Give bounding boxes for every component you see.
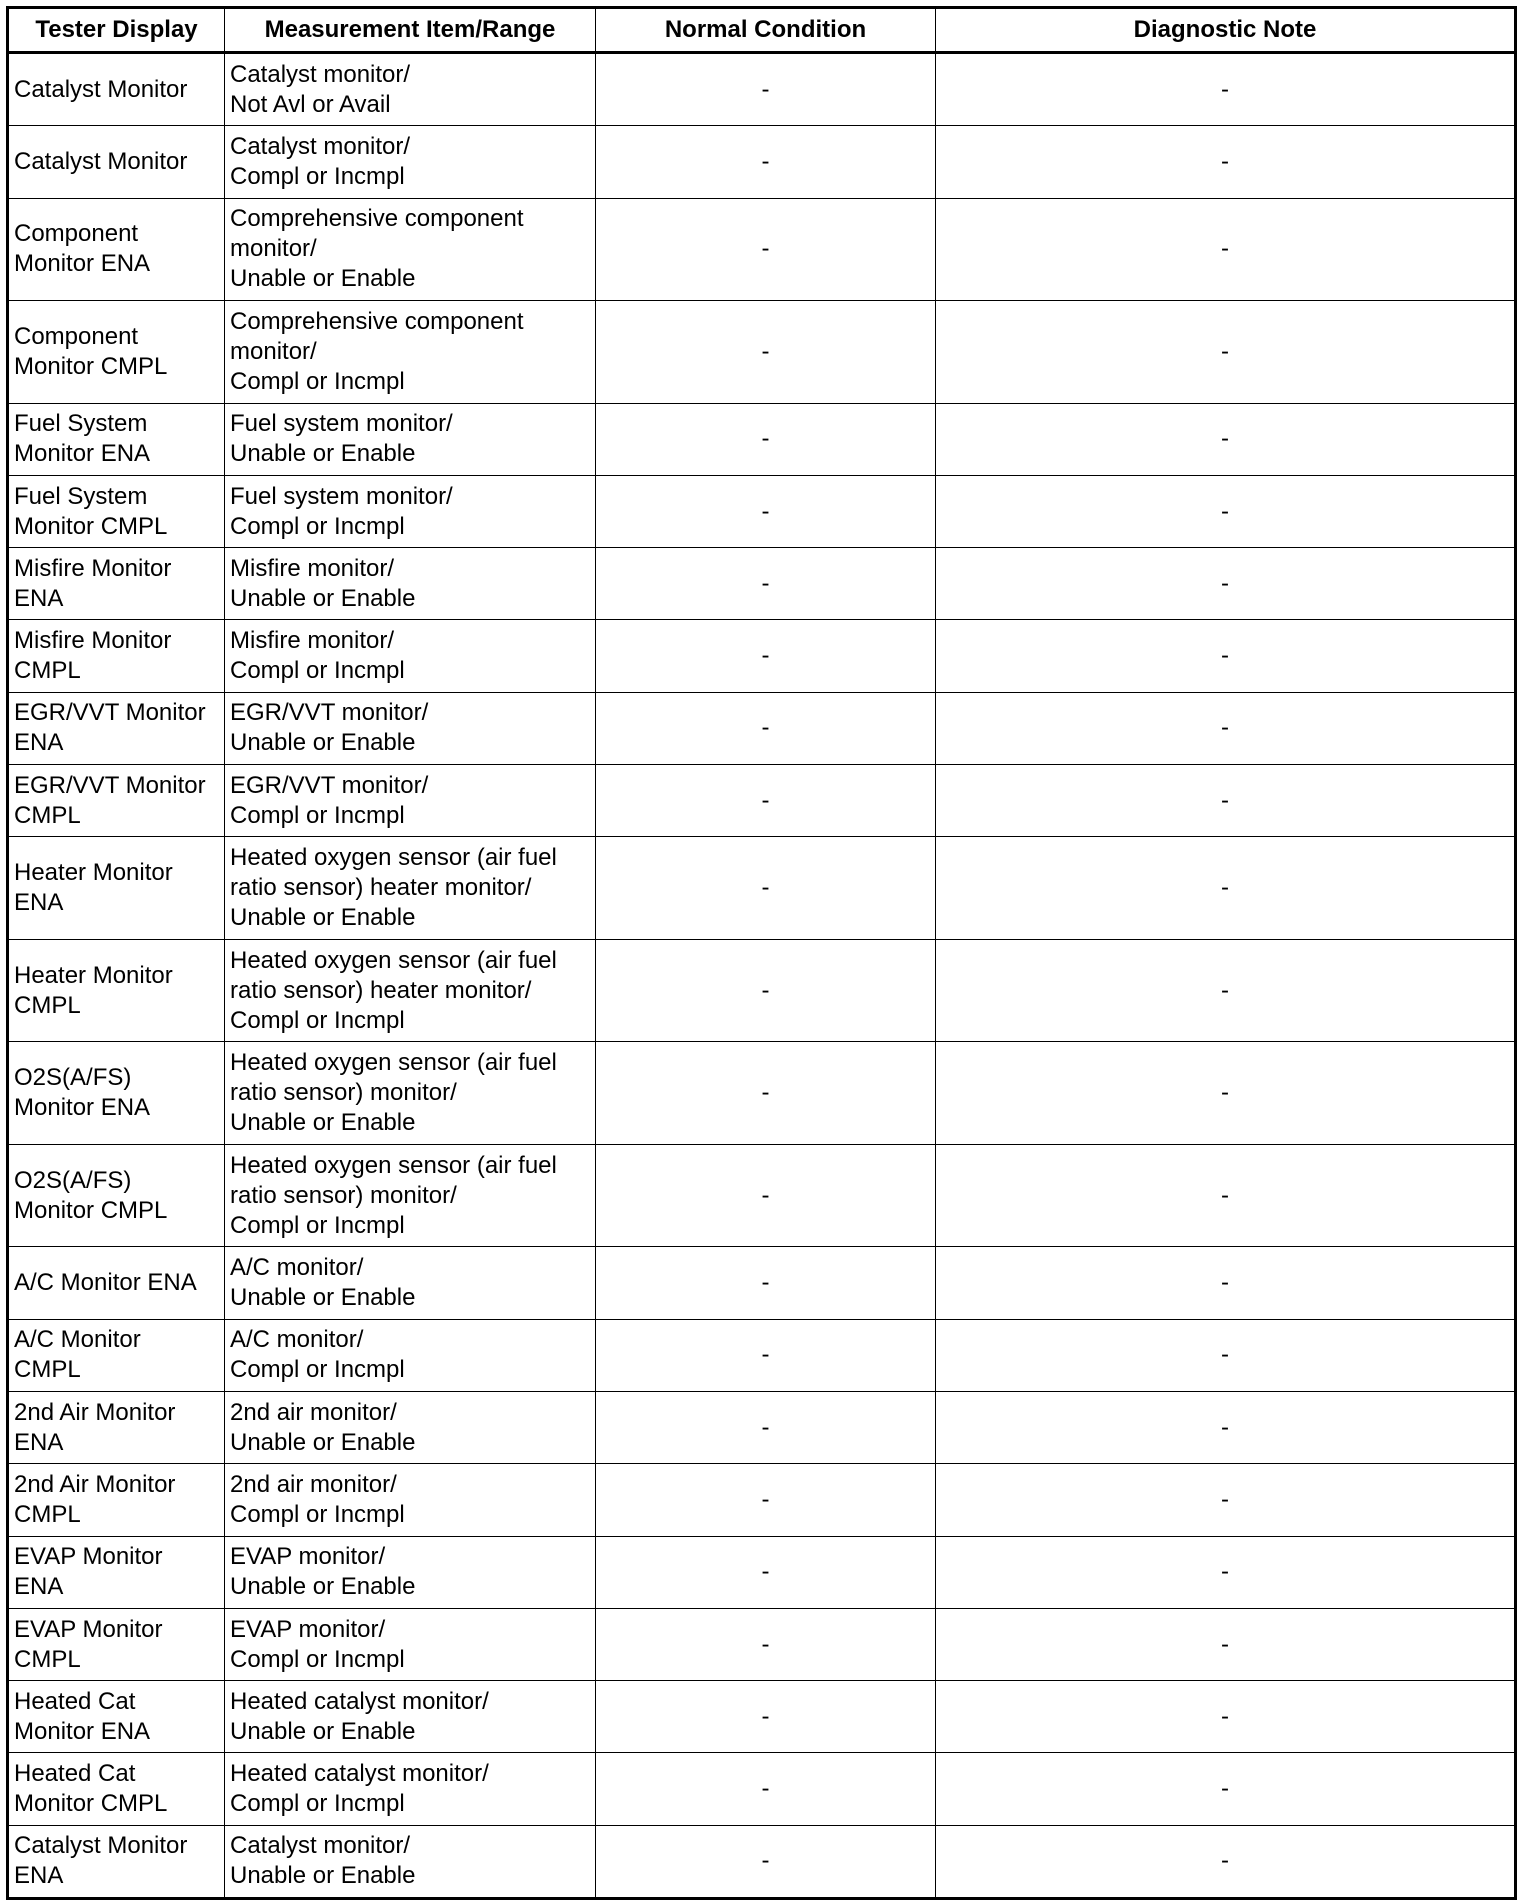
cell-diagnostic-note: - <box>936 198 1516 301</box>
cell-normal-condition: - <box>596 939 936 1042</box>
header-tester-display: Tester Display <box>8 8 225 53</box>
monitor-data-table <box>6 6 1517 1900</box>
cell-tester-display: A/C Monitor CMPL <box>8 1319 225 1391</box>
cell-measurement-item: A/C monitor/ Unable or Enable <box>225 1247 596 1319</box>
cell-tester-display: 2nd Air Monitor CMPL <box>8 1464 225 1536</box>
cell-tester-display: EVAP Monitor CMPL <box>8 1608 225 1680</box>
cell-diagnostic-note: - <box>936 1464 1516 1536</box>
cell-tester-display: EVAP Monitor ENA <box>8 1536 225 1608</box>
cell-tester-display: O2S(A/FS) Monitor CMPL <box>8 1144 225 1247</box>
cell-normal-condition: - <box>596 1319 936 1391</box>
header-diagnostic-note: Diagnostic Note <box>936 8 1516 53</box>
cell-normal-condition: - <box>596 53 936 126</box>
cell-tester-display: EGR/VVT Monitor CMPL <box>8 765 225 837</box>
cell-tester-display: Catalyst Monitor <box>8 53 225 126</box>
cell-tester-display: Component Monitor ENA <box>8 198 225 301</box>
cell-normal-condition: - <box>596 765 936 837</box>
cell-measurement-item: Heated oxygen sensor (air fuel ratio sensor) monitor/ Unable or Enable <box>225 1042 596 1145</box>
cell-diagnostic-note: - <box>936 1391 1516 1463</box>
table-row <box>8 939 1516 1042</box>
cell-normal-condition: - <box>596 1753 936 1825</box>
cell-diagnostic-note: - <box>936 1608 1516 1680</box>
cell-measurement-item: Catalyst monitor/ Compl or Incmpl <box>225 126 596 198</box>
cell-measurement-item: Misfire monitor/ Compl or Incmpl <box>225 620 596 692</box>
cell-tester-display: Catalyst Monitor <box>8 126 225 198</box>
table-row <box>8 1144 1516 1247</box>
cell-tester-display: O2S(A/FS) Monitor ENA <box>8 1042 225 1145</box>
table-row <box>8 301 1516 404</box>
cell-diagnostic-note: - <box>936 548 1516 620</box>
table-row <box>8 692 1516 764</box>
cell-diagnostic-note: - <box>936 1144 1516 1247</box>
table-row <box>8 475 1516 547</box>
cell-tester-display: Misfire Monitor ENA <box>8 548 225 620</box>
header-normal-condition: Normal Condition <box>596 8 936 53</box>
cell-diagnostic-note: - <box>936 1319 1516 1391</box>
cell-tester-display: Catalyst Monitor ENA <box>8 1825 225 1898</box>
cell-diagnostic-note: - <box>936 1753 1516 1825</box>
table-row <box>8 1464 1516 1536</box>
cell-tester-display: A/C Monitor ENA <box>8 1247 225 1319</box>
cell-measurement-item: Heated catalyst monitor/ Unable or Enable <box>225 1681 596 1753</box>
cell-diagnostic-note: - <box>936 939 1516 1042</box>
table-row <box>8 765 1516 837</box>
cell-diagnostic-note: - <box>936 53 1516 126</box>
cell-measurement-item: Misfire monitor/ Unable or Enable <box>225 548 596 620</box>
cell-diagnostic-note: - <box>936 475 1516 547</box>
cell-normal-condition: - <box>596 475 936 547</box>
cell-measurement-item: Heated oxygen sensor (air fuel ratio sensor) heater monitor/ Compl or Incmpl <box>225 939 596 1042</box>
cell-normal-condition: - <box>596 1144 936 1247</box>
header-measurement-item: Measurement Item/Range <box>225 8 596 53</box>
cell-diagnostic-note: - <box>936 1536 1516 1608</box>
table-row <box>8 837 1516 940</box>
cell-measurement-item: EVAP monitor/ Compl or Incmpl <box>225 1608 596 1680</box>
cell-measurement-item: Heated oxygen sensor (air fuel ratio sensor) heater monitor/ Unable or Enable <box>225 837 596 940</box>
table-row <box>8 1753 1516 1825</box>
cell-tester-display: Fuel System Monitor ENA <box>8 403 225 475</box>
table-row <box>8 1391 1516 1463</box>
cell-measurement-item: Comprehensive component monitor/ Unable or Enable <box>225 198 596 301</box>
cell-tester-display: Heated Cat Monitor CMPL <box>8 1753 225 1825</box>
cell-diagnostic-note: - <box>936 1681 1516 1753</box>
cell-normal-condition: - <box>596 301 936 404</box>
cell-tester-display: Heater Monitor ENA <box>8 837 225 940</box>
cell-tester-display: Misfire Monitor CMPL <box>8 620 225 692</box>
table-body <box>8 53 1516 1899</box>
table-row <box>8 1608 1516 1680</box>
cell-normal-condition: - <box>596 1042 936 1145</box>
cell-measurement-item: Heated oxygen sensor (air fuel ratio sensor) monitor/ Compl or Incmpl <box>225 1144 596 1247</box>
cell-tester-display: Heated Cat Monitor ENA <box>8 1681 225 1753</box>
cell-normal-condition: - <box>596 126 936 198</box>
table-row <box>8 1825 1516 1898</box>
cell-normal-condition: - <box>596 620 936 692</box>
cell-diagnostic-note: - <box>936 1247 1516 1319</box>
cell-measurement-item: 2nd air monitor/ Compl or Incmpl <box>225 1464 596 1536</box>
cell-measurement-item: Heated catalyst monitor/ Compl or Incmpl <box>225 1753 596 1825</box>
cell-diagnostic-note: - <box>936 692 1516 764</box>
cell-measurement-item: Catalyst monitor/ Unable or Enable <box>225 1825 596 1898</box>
cell-normal-condition: - <box>596 692 936 764</box>
cell-measurement-item: A/C monitor/ Compl or Incmpl <box>225 1319 596 1391</box>
cell-normal-condition: - <box>596 837 936 940</box>
table-row <box>8 53 1516 126</box>
table-row <box>8 198 1516 301</box>
table-row <box>8 1536 1516 1608</box>
cell-tester-display: Component Monitor CMPL <box>8 301 225 404</box>
cell-normal-condition: - <box>596 1608 936 1680</box>
cell-measurement-item: Catalyst monitor/ Not Avl or Avail <box>225 53 596 126</box>
cell-diagnostic-note: - <box>936 403 1516 475</box>
cell-normal-condition: - <box>596 1825 936 1898</box>
cell-normal-condition: - <box>596 548 936 620</box>
cell-measurement-item: Fuel system monitor/ Compl or Incmpl <box>225 475 596 547</box>
cell-tester-display: EGR/VVT Monitor ENA <box>8 692 225 764</box>
table-row <box>8 548 1516 620</box>
cell-measurement-item: EVAP monitor/ Unable or Enable <box>225 1536 596 1608</box>
cell-normal-condition: - <box>596 1536 936 1608</box>
cell-measurement-item: EGR/VVT monitor/ Compl or Incmpl <box>225 765 596 837</box>
cell-tester-display: Fuel System Monitor CMPL <box>8 475 225 547</box>
cell-normal-condition: - <box>596 1464 936 1536</box>
cell-diagnostic-note: - <box>936 1042 1516 1145</box>
cell-measurement-item: EGR/VVT monitor/ Unable or Enable <box>225 692 596 764</box>
cell-tester-display: 2nd Air Monitor ENA <box>8 1391 225 1463</box>
table-row <box>8 1042 1516 1145</box>
table-row <box>8 1247 1516 1319</box>
cell-normal-condition: - <box>596 1681 936 1753</box>
table-row <box>8 1681 1516 1753</box>
cell-diagnostic-note: - <box>936 765 1516 837</box>
cell-diagnostic-note: - <box>936 126 1516 198</box>
table-row <box>8 620 1516 692</box>
cell-measurement-item: Fuel system monitor/ Unable or Enable <box>225 403 596 475</box>
cell-tester-display: Heater Monitor CMPL <box>8 939 225 1042</box>
cell-diagnostic-note: - <box>936 620 1516 692</box>
cell-normal-condition: - <box>596 198 936 301</box>
cell-normal-condition: - <box>596 1391 936 1463</box>
cell-diagnostic-note: - <box>936 1825 1516 1898</box>
cell-diagnostic-note: - <box>936 837 1516 940</box>
cell-measurement-item: 2nd air monitor/ Unable or Enable <box>225 1391 596 1463</box>
table-header-row <box>8 8 1516 53</box>
cell-normal-condition: - <box>596 1247 936 1319</box>
cell-measurement-item: Comprehensive component monitor/ Compl or Incmpl <box>225 301 596 404</box>
table-row <box>8 1319 1516 1391</box>
table-row <box>8 403 1516 475</box>
cell-normal-condition: - <box>596 403 936 475</box>
table-row <box>8 126 1516 198</box>
cell-diagnostic-note: - <box>936 301 1516 404</box>
